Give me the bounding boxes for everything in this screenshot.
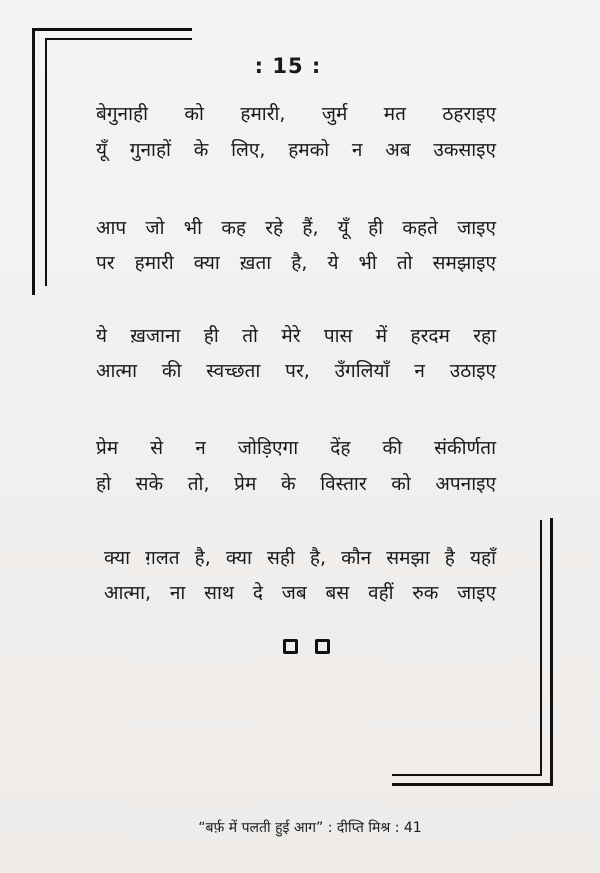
frame-bottom-outer-line xyxy=(392,783,553,786)
verse-line: बेगुनाही को हमारी, जुर्म मत ठहराइए xyxy=(96,103,496,125)
frame-right-outer-line xyxy=(550,518,553,784)
end-ornament-box xyxy=(315,639,330,654)
verse-line: यूँ गुनाहों के लिए, हमको न अब उकसाइए xyxy=(96,139,496,161)
end-ornament-box xyxy=(283,639,298,654)
frame-bottom-inner-line xyxy=(392,774,542,776)
verse-line: पर हमारी क्या ख़ता है, ये भी तो समझाइए xyxy=(96,252,496,274)
verse-line: हो सके तो, प्रेम के विस्तार को अपनाइए xyxy=(96,473,496,495)
verse-line: प्रेम से न जोड़िएगा देंह की संकीर्णता xyxy=(96,437,496,459)
verse-line: ये ख़जाना ही तो मेरे पास में हरदम रहा xyxy=(96,325,496,347)
verse-line: आत्मा, ना साथ दे जब बस वहीं रुक जाइए xyxy=(104,582,496,604)
verse-line: आप जो भी कह रहे हैं, यूँ ही कहते जाइए xyxy=(96,217,496,239)
poem-number: : 15 : xyxy=(254,54,322,78)
frame-top-outer-line xyxy=(32,28,192,31)
frame-top-inner-line xyxy=(45,38,192,40)
page-footer: “बर्फ़ में पलती हुई आग” : दीप्ति मिश्र : 41 xyxy=(198,820,422,836)
verse-line: क्या ग़लत है, क्या सही है, कौन समझा है यहाँ xyxy=(104,547,496,569)
verse-line: आत्मा की स्वच्छता पर, उँगलियाँ न उठाइए xyxy=(96,360,496,382)
frame-right-inner-line xyxy=(540,520,542,775)
